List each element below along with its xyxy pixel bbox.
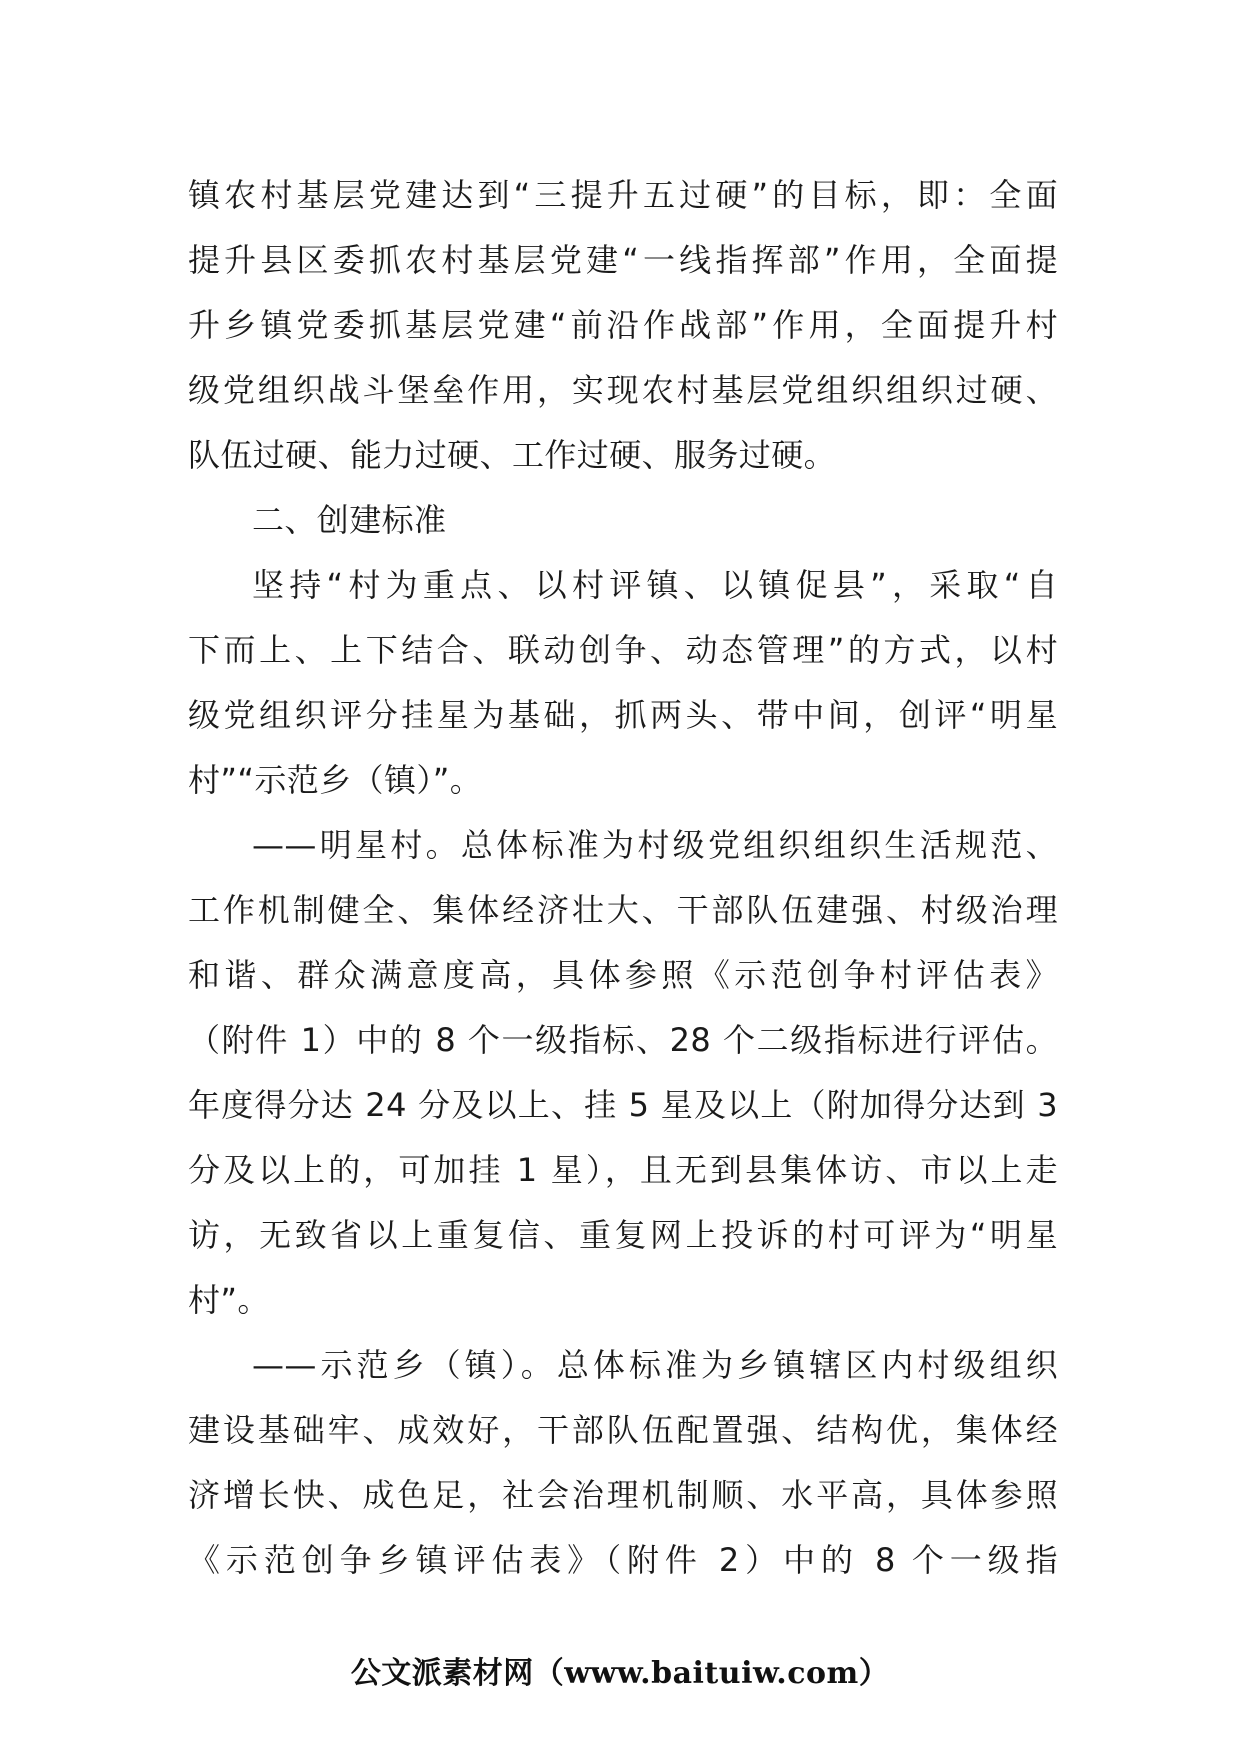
text-line: 坚持“村为重点、以村评镇、以镇促县”，采取“自 [252,566,1058,604]
section-heading-text: 二、创建标准 [252,501,447,539]
text-line: 级党组织战斗堡垒作用，实现农村基层党组织组织过硬、 [188,371,1058,409]
text-line: ——示范乡（镇）。总体标准为乡镇辖区内村级组织 [252,1346,1058,1384]
intro-paragraph [188,163,1058,488]
text-line: 提升县区委抓农村基层党建“一线指挥部”作用，全面提 [188,241,1058,279]
text-line: 级党组织评分挂星为基础，抓两头、带中间，创评“明星 [188,696,1058,734]
text-line: ——明星村。总体标准为村级党组织组织生活规范、 [252,826,1058,864]
star-village-paragraph [188,813,1058,1333]
text-line: 年度得分达 24 分及以上、挂 5 星及以上（附加得分达到 3 [188,1086,1058,1124]
text-line: 分及以上的，可加挂 1 星），且无到县集体访、市以上走 [188,1151,1058,1189]
text-line: （附件 1）中的 8 个一级指标、28 个二级指标进行评估。 [188,1021,1058,1059]
text-line: 《示范创争乡镇评估表》（附件 2）中的 8 个一级指 [188,1541,1058,1579]
text-line: 下而上、上下结合、联动创争、动态管理”的方式，以村 [188,631,1058,669]
text-line: 村”“示范乡（镇）”。 [188,761,483,799]
text-line: 建设基础牢、成效好，干部队伍配置强、结构优，集体经 [188,1411,1058,1449]
text-line: 镇农村基层党建达到“三提升五过硬”的目标，即：全面 [188,176,1058,214]
text-line: 工作机制健全、集体经济壮大、干部队伍建强、村级治理 [188,891,1058,929]
text-line: 队伍过硬、能力过硬、工作过硬、服务过硬。 [188,436,837,474]
footer-watermark: 公文派素材网（www.baituiw.com） [350,1656,890,1691]
standard-paragraph [188,553,1058,813]
text-line: 升乡镇党委抓基层党建“前沿作战部”作用，全面提升村 [188,306,1058,344]
model-town-paragraph [188,1333,1058,1593]
text-line: 访，无致省以上重复信、重复网上投诉的村可评为“明星 [188,1216,1058,1254]
section-heading [188,488,1058,553]
text-line: 济增长快、成色足，社会治理机制顺、水平高，具体参照 [188,1476,1058,1514]
text-line: 和谐、群众满意度高，具体参照《示范创争村评估表》 [188,956,1058,994]
document-body [188,163,1058,1593]
text-line: 村”。 [188,1281,270,1319]
